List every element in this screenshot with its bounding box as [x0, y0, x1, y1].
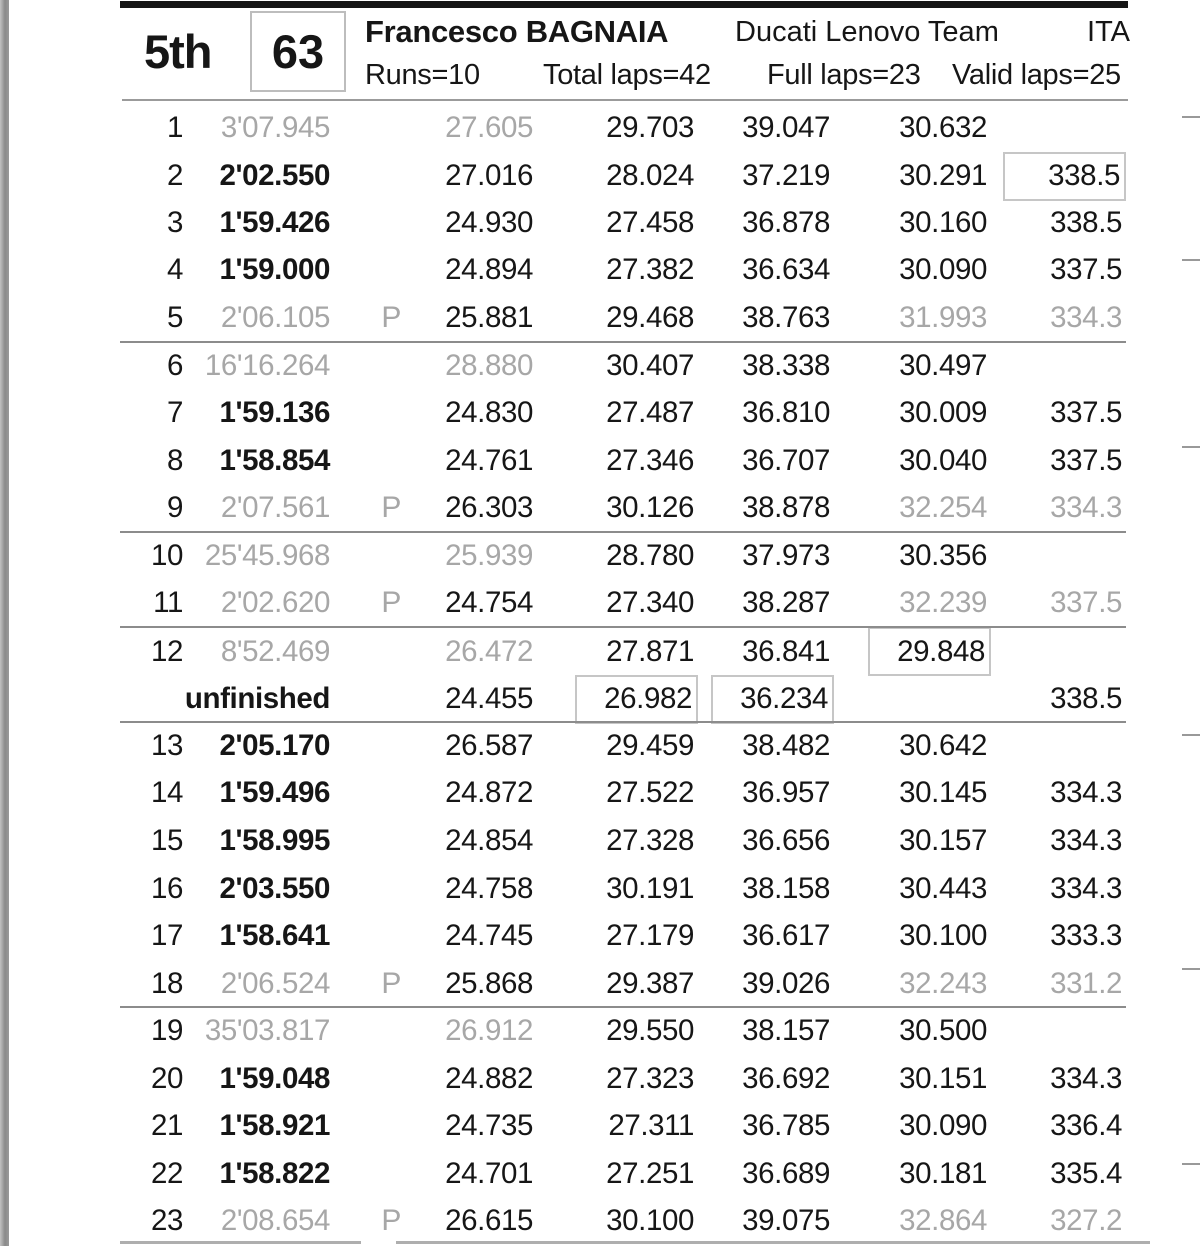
time-cell: 2'08.654	[220, 1204, 330, 1238]
s4-cell: 30.356	[899, 538, 987, 572]
s3-cell: 36.692	[742, 1061, 830, 1095]
lap-row	[120, 770, 1128, 818]
s3-cell: 36.841	[742, 634, 830, 668]
lap-cell	[120, 675, 183, 724]
time-cell: 16'16.264	[204, 348, 330, 382]
s1-cell: 26.303	[445, 491, 533, 525]
lap-row	[120, 579, 1128, 627]
s4-cell: 32.864	[899, 1204, 987, 1238]
speed-cell: 337.5	[1050, 586, 1122, 620]
s4-cell: 30.291	[899, 159, 987, 193]
run-divider	[120, 626, 1126, 628]
stat-total-laps: Total laps=42	[543, 59, 711, 91]
lap-row	[120, 722, 1128, 770]
pit-cell	[330, 770, 405, 818]
pit-cell	[330, 389, 405, 437]
rider-number: 63	[271, 25, 325, 78]
s1-cell: 25.939	[445, 538, 533, 572]
bottom-rule-right	[396, 1241, 1150, 1244]
s4-cell: 30.181	[899, 1156, 987, 1190]
run-divider	[120, 341, 1126, 343]
pit-cell	[330, 817, 405, 865]
speed-cell: 336.4	[1050, 1109, 1122, 1143]
lap-cell: 18	[150, 966, 183, 1000]
speed-cell: 331.2	[1050, 966, 1122, 1000]
speed-cell: 335.4	[1050, 1156, 1122, 1190]
s2-cell: 28.780	[606, 538, 694, 572]
run-divider	[120, 721, 1126, 723]
time-cell: 2'02.620	[220, 586, 330, 620]
lap-cell: 23	[150, 1204, 183, 1238]
s1-cell: 24.882	[445, 1061, 533, 1095]
s4-cell: 30.090	[899, 253, 987, 287]
s3-cell: 39.075	[742, 1204, 830, 1238]
time-cell: 1'58.854	[219, 443, 330, 477]
highlight-box: 29.848	[868, 627, 991, 676]
s3-cell: 36.878	[742, 205, 830, 239]
s3-cell: 36.689	[742, 1156, 830, 1190]
lap-cell: 15	[150, 823, 183, 857]
lap-row	[120, 1007, 1128, 1055]
s2-cell: 27.522	[606, 776, 694, 810]
pit-cell	[330, 199, 405, 247]
lap-row	[120, 865, 1128, 913]
s1-cell: 24.758	[445, 871, 533, 905]
lap-cell: 21	[150, 1109, 183, 1143]
lap-cell: 19	[150, 1014, 183, 1048]
s1-cell: 24.830	[445, 396, 533, 430]
time-cell: 3'07.945	[220, 110, 330, 144]
s4-cell: 30.160	[899, 205, 987, 239]
pit-cell	[330, 722, 405, 770]
s2-cell: 30.407	[606, 348, 694, 382]
lap-cell: 22	[150, 1156, 183, 1190]
speed-cell: 338.5	[1050, 205, 1122, 239]
right-edge-tick	[1182, 259, 1200, 261]
speed-cell: 334.3	[1050, 871, 1122, 905]
pit-cell	[330, 532, 405, 580]
lap-cell: 8	[166, 443, 183, 477]
s1-cell: 24.894	[445, 253, 533, 287]
pit-cell	[330, 104, 405, 152]
s1-cell: 26.472	[445, 634, 533, 668]
s4-cell: 30.497	[899, 348, 987, 382]
time-cell: 2'06.524	[220, 966, 330, 1000]
s2-cell	[533, 675, 694, 724]
s2-cell: 27.487	[606, 396, 694, 430]
rider-number-box	[250, 11, 346, 92]
time-cell: 2'05.170	[219, 728, 330, 762]
s1-cell: 25.881	[445, 300, 533, 334]
lap-cell: 13	[150, 728, 183, 762]
pit-cell: P	[381, 1204, 401, 1238]
s4-cell: 30.151	[899, 1061, 987, 1095]
time-cell: 1'58.822	[219, 1156, 330, 1190]
s4-cell: 32.243	[899, 966, 987, 1000]
s1-cell: 24.754	[445, 586, 533, 620]
s1-cell: 24.701	[445, 1156, 533, 1190]
s1-cell: 27.605	[445, 110, 533, 144]
s4-cell: 31.993	[899, 300, 987, 334]
s3-cell: 39.047	[742, 110, 830, 144]
speed-cell: 337.5	[1050, 396, 1122, 430]
highlight-box: 36.234	[711, 675, 834, 724]
s1-cell: 24.872	[445, 776, 533, 810]
s2-cell: 30.100	[606, 1204, 694, 1238]
s3-cell: 36.656	[742, 823, 830, 857]
lap-cell: 12	[150, 634, 183, 668]
pit-cell: P	[381, 300, 401, 334]
time-cell: 1'59.496	[219, 776, 330, 810]
lap-row	[120, 1055, 1128, 1103]
speed-cell	[987, 722, 1122, 770]
s2-cell: 30.191	[606, 871, 694, 905]
s2-cell: 30.126	[606, 491, 694, 525]
s3-cell	[694, 675, 830, 724]
speed-cell: 337.5	[1050, 443, 1122, 477]
lap-cell: 1	[166, 110, 183, 144]
lap-row	[120, 199, 1128, 247]
lap-row	[120, 152, 1128, 200]
s2-cell: 29.468	[606, 300, 694, 334]
lap-cell: 4	[166, 253, 183, 287]
lap-row	[120, 247, 1128, 295]
s3-cell: 38.157	[742, 1014, 830, 1048]
right-edge-tick	[1182, 734, 1200, 736]
lap-cell: 2	[166, 159, 183, 193]
lap-row	[120, 342, 1128, 390]
s4-cell: 30.443	[899, 871, 987, 905]
time-cell: 1'59.000	[219, 253, 330, 287]
right-edge-tick	[1182, 968, 1200, 970]
rider-name: Francesco BAGNAIA	[365, 14, 669, 49]
s3-cell: 36.617	[742, 919, 830, 953]
pit-cell	[330, 1102, 405, 1150]
s4-cell: 30.157	[899, 823, 987, 857]
team-name: Ducati Lenovo Team	[735, 16, 999, 48]
lap-row	[120, 1150, 1128, 1198]
lap-cell: 16	[150, 871, 183, 905]
pit-cell	[330, 1055, 405, 1103]
lap-row	[120, 532, 1128, 580]
speed-cell	[987, 1007, 1122, 1055]
s3-cell: 38.482	[742, 728, 830, 762]
lap-row	[120, 294, 1128, 342]
lap-cell: 6	[166, 348, 183, 382]
s2-cell: 27.871	[606, 634, 694, 668]
pit-cell	[330, 675, 405, 724]
s3-cell: 36.707	[742, 443, 830, 477]
pit-cell	[330, 437, 405, 485]
s3-cell: 36.810	[742, 396, 830, 430]
speed-cell	[987, 104, 1122, 152]
time-cell: unfinished	[184, 682, 330, 716]
time-cell: 1'59.048	[219, 1061, 330, 1095]
s3-cell: 37.973	[742, 538, 830, 572]
s4-cell: 32.239	[899, 586, 987, 620]
lap-cell: 20	[150, 1061, 183, 1095]
highlight-box: 26.982	[575, 675, 698, 724]
lap-cell: 14	[150, 776, 183, 810]
lap-cell: 3	[166, 205, 183, 239]
s4-cell	[830, 627, 987, 676]
pit-cell: P	[381, 966, 401, 1000]
run-divider	[120, 531, 1126, 533]
lap-cell: 5	[166, 300, 183, 334]
lap-cell: 9	[166, 491, 183, 525]
s3-cell: 38.158	[742, 871, 830, 905]
s2-cell: 27.340	[606, 586, 694, 620]
s4-cell: 30.090	[899, 1109, 987, 1143]
s2-cell: 27.328	[606, 823, 694, 857]
s2-cell: 27.458	[606, 205, 694, 239]
speed-cell	[987, 532, 1122, 580]
pit-cell: P	[381, 491, 401, 525]
time-cell: 8'52.469	[220, 634, 330, 668]
pit-cell	[330, 342, 405, 390]
s3-cell: 36.785	[742, 1109, 830, 1143]
pit-cell	[330, 1150, 405, 1198]
lap-row	[120, 1198, 1128, 1246]
lap-table-body	[120, 104, 1128, 1245]
stat-full-laps: Full laps=23	[767, 59, 921, 91]
page-edge-strip	[0, 0, 9, 1246]
s4-cell: 30.642	[899, 728, 987, 762]
stat-valid-laps: Valid laps=25	[952, 59, 1121, 91]
lap-row	[120, 817, 1128, 865]
lap-row	[120, 912, 1128, 960]
lap-row	[120, 1102, 1128, 1150]
lap-cell: 11	[153, 586, 183, 620]
s3-cell: 38.878	[742, 491, 830, 525]
lap-row	[120, 484, 1128, 532]
stat-runs: Runs=10	[365, 59, 480, 91]
s3-cell: 37.219	[742, 159, 830, 193]
speed-cell	[987, 342, 1122, 390]
time-cell: 1'58.641	[219, 919, 330, 953]
speed-cell: 334.3	[1050, 823, 1122, 857]
s3-cell: 38.287	[742, 586, 830, 620]
s4-cell: 30.500	[899, 1014, 987, 1048]
s1-cell: 24.455	[445, 682, 533, 716]
s4-cell: 30.145	[899, 776, 987, 810]
s1-cell: 24.930	[445, 205, 533, 239]
rider-header	[0, 0, 1200, 103]
pit-cell	[330, 627, 405, 676]
lap-cell: 10	[150, 538, 183, 572]
s1-cell: 27.016	[445, 159, 533, 193]
s1-cell: 24.761	[445, 443, 533, 477]
lap-row	[120, 675, 1128, 723]
speed-cell: 327.2	[1050, 1204, 1122, 1238]
speed-cell: 334.3	[1050, 491, 1122, 525]
nation-code: ITA	[1087, 16, 1130, 48]
lap-cell: 17	[150, 919, 183, 953]
bottom-rule-left	[120, 1241, 361, 1244]
s1-cell: 28.880	[445, 348, 533, 382]
s4-cell: 30.100	[899, 919, 987, 953]
s1-cell: 24.735	[445, 1109, 533, 1143]
time-cell: 2'06.105	[220, 300, 330, 334]
highlight-box: 338.5	[1003, 152, 1126, 201]
s2-cell: 29.387	[606, 966, 694, 1000]
s3-cell: 39.026	[742, 966, 830, 1000]
time-cell: 35'03.817	[204, 1014, 330, 1048]
lap-row	[120, 437, 1128, 485]
s2-cell: 28.024	[606, 159, 694, 193]
s3-cell: 36.634	[742, 253, 830, 287]
pit-cell	[330, 247, 405, 295]
s2-cell: 27.251	[606, 1156, 694, 1190]
time-cell: 1'58.921	[219, 1109, 330, 1143]
s1-cell: 25.868	[445, 966, 533, 1000]
s3-cell: 38.338	[742, 348, 830, 382]
pit-cell	[330, 152, 405, 201]
speed-cell: 334.3	[1050, 776, 1122, 810]
s2-cell: 29.703	[606, 110, 694, 144]
s2-cell: 27.179	[606, 919, 694, 953]
speed-cell: 333.3	[1050, 919, 1122, 953]
time-cell: 2'02.550	[219, 159, 330, 193]
s2-cell: 27.323	[606, 1061, 694, 1095]
position-label: 5th	[144, 25, 212, 78]
time-cell: 1'59.136	[219, 396, 330, 430]
s1-cell: 24.745	[445, 919, 533, 953]
pit-cell: P	[381, 586, 401, 620]
run-divider	[120, 1006, 1126, 1008]
s2-cell: 27.311	[608, 1109, 694, 1143]
speed-cell: 334.3	[1050, 300, 1122, 334]
right-edge-tick	[1182, 116, 1200, 118]
pit-cell	[330, 1007, 405, 1055]
speed-cell	[987, 152, 1122, 201]
s4-cell: 32.254	[899, 491, 987, 525]
time-cell: 1'59.426	[219, 205, 330, 239]
s2-cell: 29.459	[606, 728, 694, 762]
s3-cell: 36.957	[742, 776, 830, 810]
time-cell: 25'45.968	[204, 538, 330, 572]
s4-cell: 30.009	[899, 396, 987, 430]
s1-cell: 26.587	[445, 728, 533, 762]
s4-cell	[830, 675, 987, 724]
right-edge-tick	[1182, 446, 1200, 448]
s1-cell: 26.912	[445, 1014, 533, 1048]
speed-cell: 334.3	[1050, 1061, 1122, 1095]
time-cell: 2'07.561	[220, 491, 330, 525]
speed-cell: 337.5	[1050, 253, 1122, 287]
right-edge-tick	[1182, 1163, 1200, 1165]
s4-cell: 30.632	[899, 110, 987, 144]
s4-cell: 30.040	[899, 443, 987, 477]
s1-cell: 26.615	[445, 1204, 533, 1238]
s2-cell: 27.346	[606, 443, 694, 477]
s1-cell: 24.854	[445, 823, 533, 857]
time-cell: 1'58.995	[219, 823, 330, 857]
pit-cell	[330, 912, 405, 960]
lap-cell: 7	[166, 396, 183, 430]
lap-row	[120, 627, 1128, 675]
lap-row	[120, 104, 1128, 152]
s3-cell: 38.763	[742, 300, 830, 334]
lap-row	[120, 389, 1128, 437]
speed-cell: 338.5	[1050, 682, 1122, 716]
s2-cell: 27.382	[606, 253, 694, 287]
speed-cell	[987, 627, 1122, 676]
time-cell: 2'03.550	[219, 871, 330, 905]
s2-cell: 29.550	[606, 1014, 694, 1048]
pit-cell	[330, 865, 405, 913]
lap-row	[120, 960, 1128, 1008]
